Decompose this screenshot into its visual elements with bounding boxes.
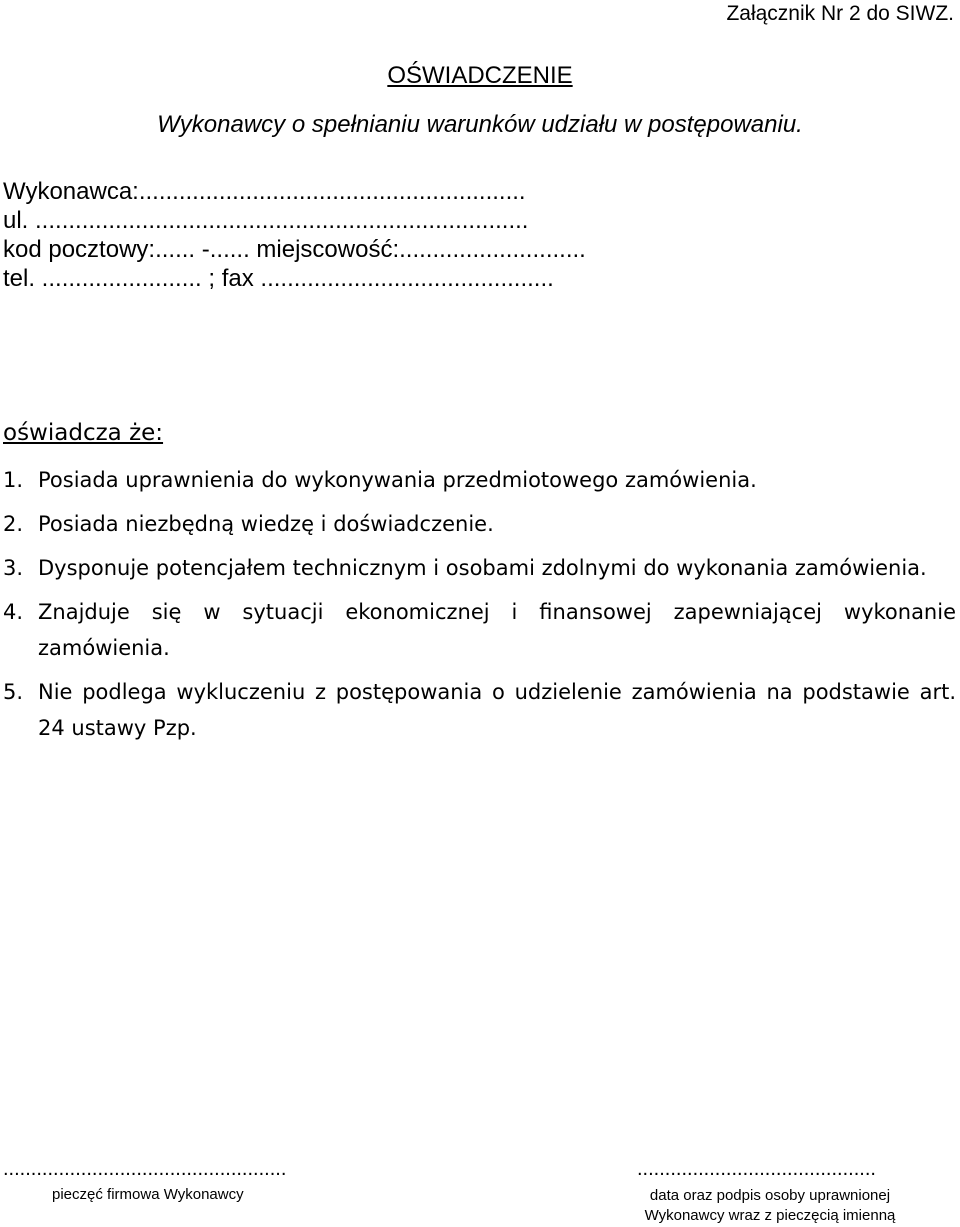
item-number: 1.	[3, 468, 24, 492]
document-title: OŚWIADCZENIE	[387, 62, 573, 89]
contractor-fields	[3, 177, 586, 293]
item-text: Nie podlega wykluczeniu z postępowania o udzielenie zamówienia na podstawie art. 24 ustawy Pzp.	[38, 680, 956, 740]
declaration-item	[3, 550, 956, 586]
annex-reference: Załącznik Nr 2 do SIWZ.	[726, 2, 954, 25]
document-subtitle: Wykonawcy o spełnianiu warunków udziału w postępowaniu.	[157, 111, 803, 138]
company-stamp-line: ...................................................	[3, 1158, 287, 1180]
item-number: 2.	[3, 512, 24, 536]
declaration-item	[3, 594, 956, 666]
signature-label: data oraz podpis osoby uprawnionej Wykonawcy wraz z pieczęcią imienną	[644, 1187, 896, 1224]
declaration-item	[3, 506, 956, 542]
phone-fax-field: tel. ........................ ; fax ............................................	[3, 265, 554, 292]
signature-line: ...........................................	[637, 1158, 876, 1180]
company-stamp-label: pieczęć firmowa Wykonawcy	[52, 1186, 244, 1203]
item-number: 4.	[3, 600, 24, 624]
item-text: Posiada uprawnienia do wykonywania przedmiotowego zamówienia.	[38, 468, 757, 492]
item-text: Dysponuje potencjałem technicznym i osobami zdolnymi do wykonania zamówienia.	[38, 556, 927, 580]
declaration-list	[3, 462, 956, 754]
item-text: Znajduje się w sytuacji ekonomicznej i finansowej zapewniającej wykonanie zamówienia.	[38, 600, 956, 660]
street-field: ul. ..........................................................................	[3, 207, 529, 234]
declaration-item	[3, 674, 956, 746]
item-number: 5.	[3, 680, 24, 704]
item-number: 3.	[3, 556, 24, 580]
contractor-name-field: Wykonawca:..........................................................	[3, 178, 526, 205]
postal-city-field: kod pocztowy:...... -...... miejscowość:............................	[3, 236, 586, 263]
declaration-intro: oświadcza że:	[3, 420, 164, 446]
item-text: Posiada niezbędną wiedzę i doświadczenie.	[38, 512, 494, 536]
declaration-item	[3, 462, 956, 498]
